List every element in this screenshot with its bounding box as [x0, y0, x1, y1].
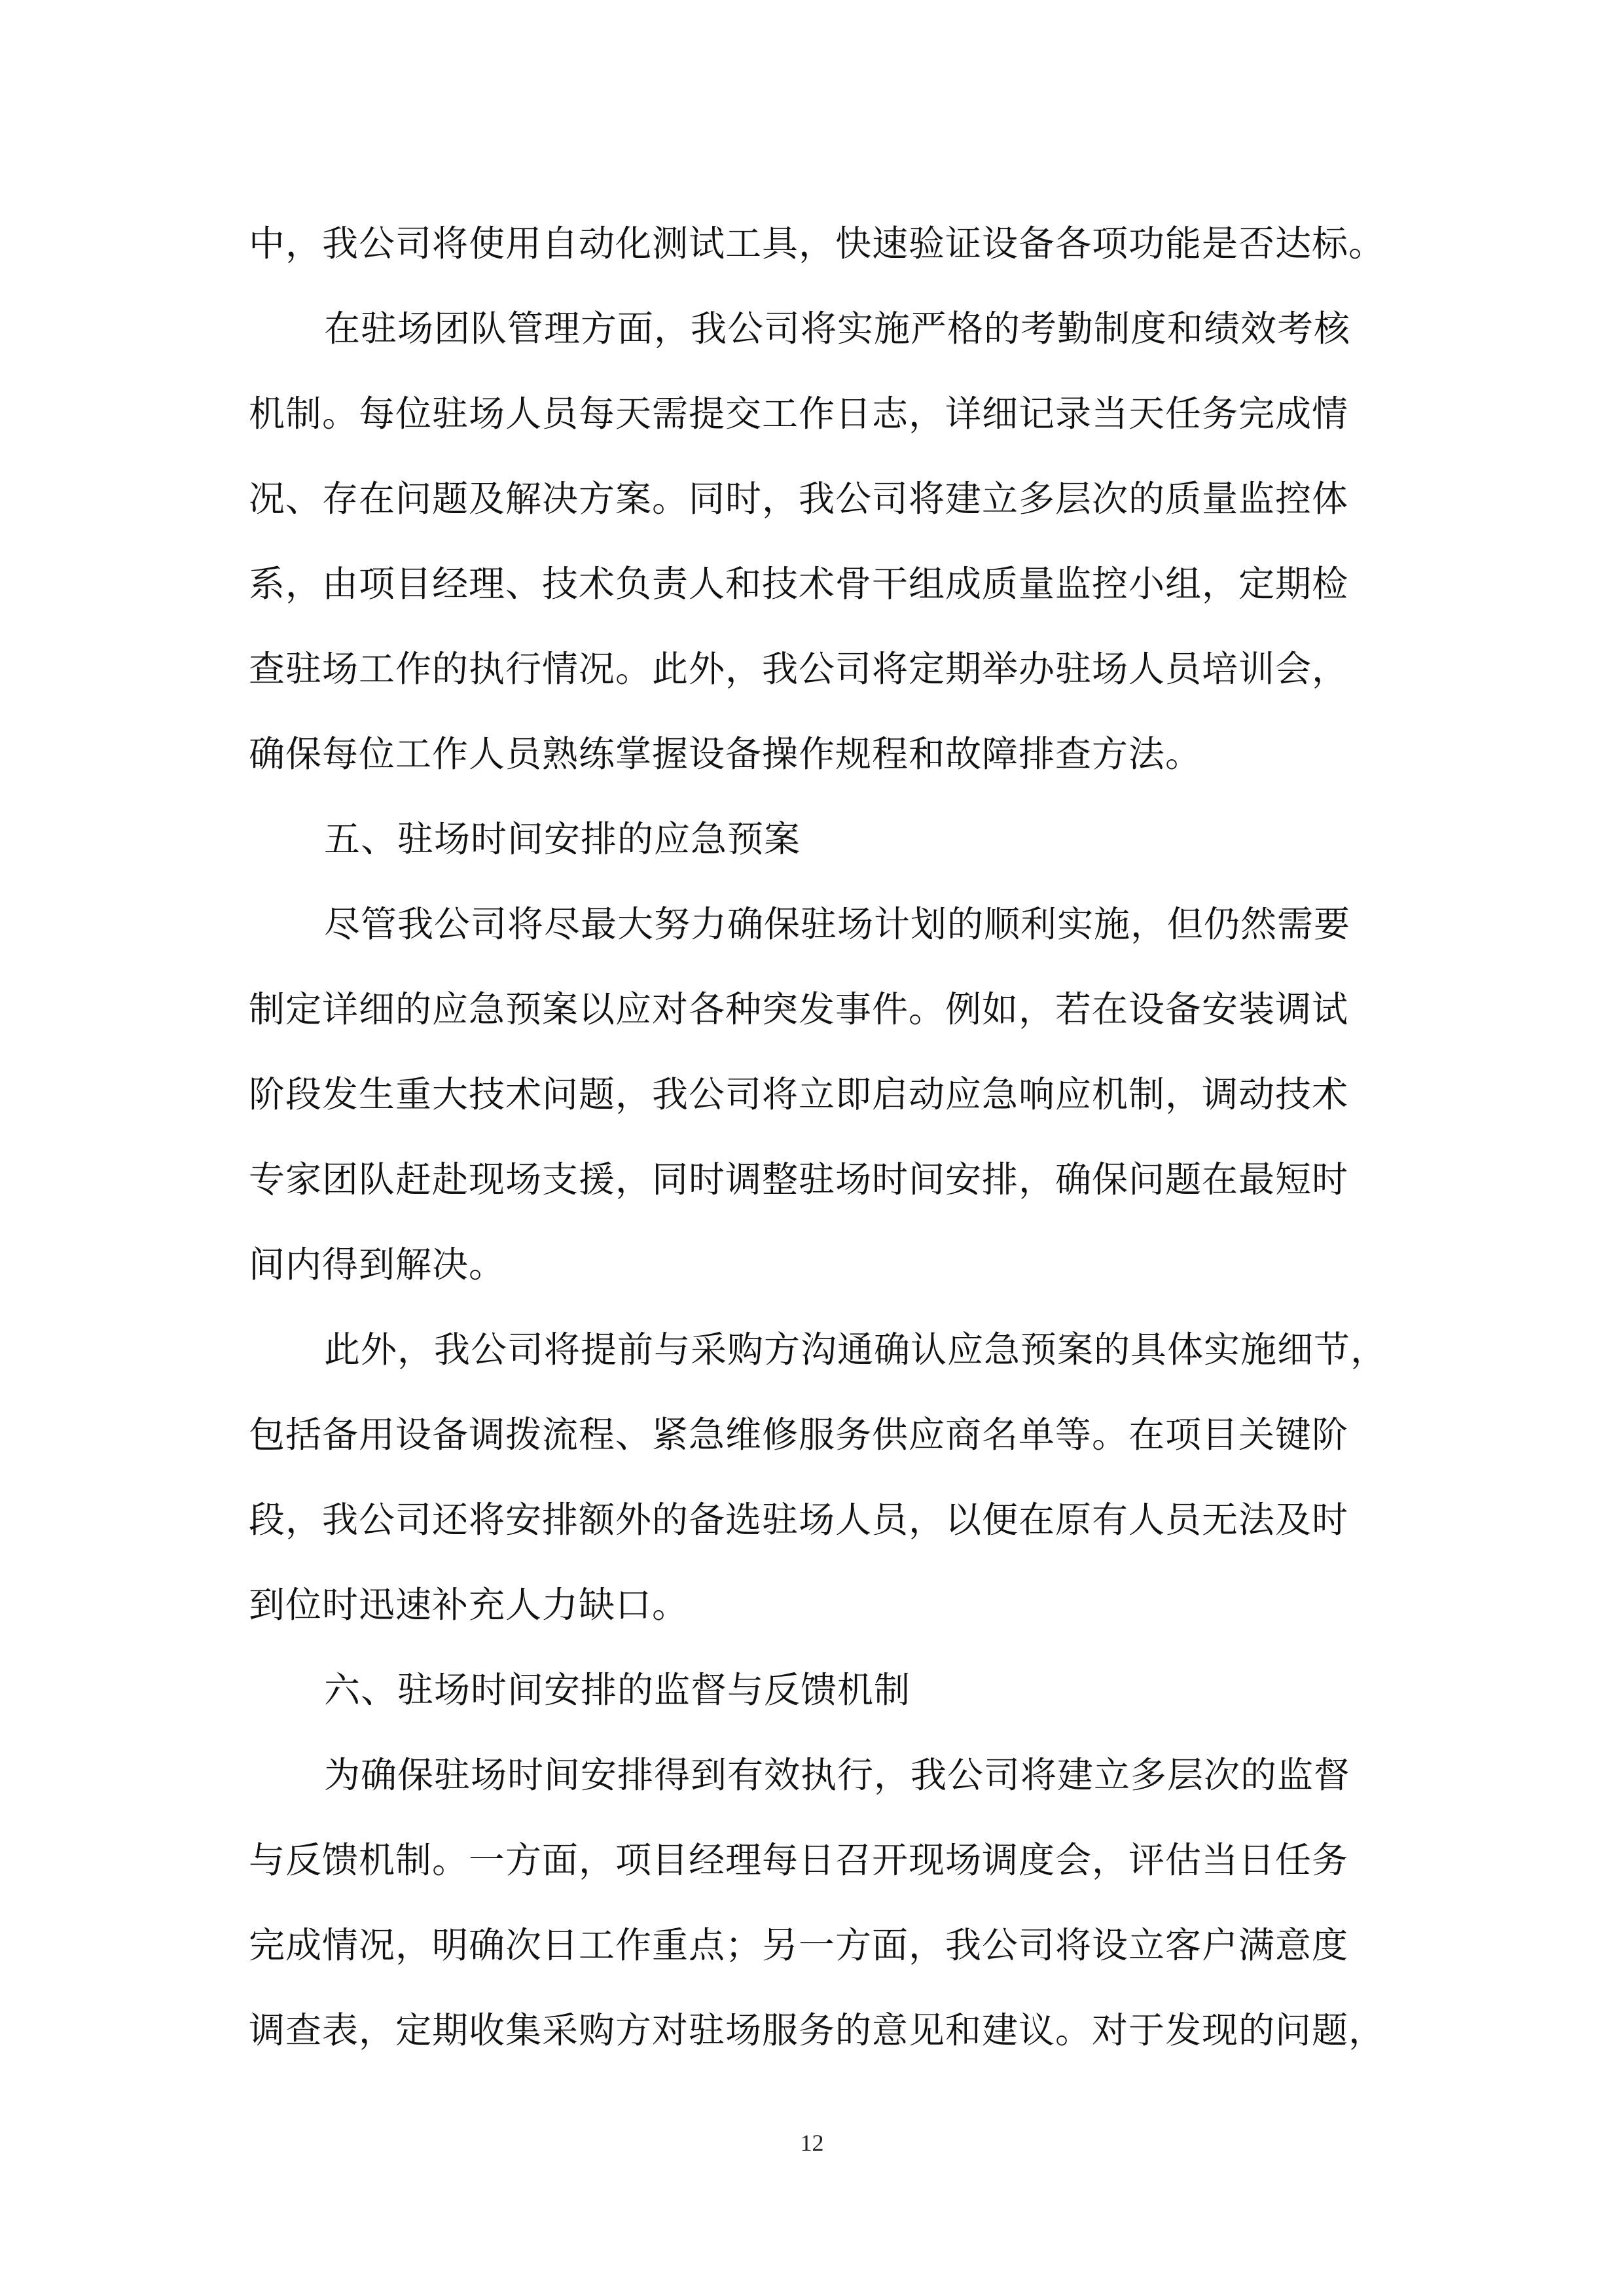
text-line: 中，我公司将使用自动化测试工具，快速验证设备各项功能是否达标。: [249, 223, 1386, 264]
text-line: 完成情况，明确次日工作重点；另一方面，我公司将设立客户满意度: [249, 1924, 1349, 1966]
text-line: 专家团队赶赴现场支援，同时调整驻场时间安排，确保问题在最短时: [249, 1158, 1349, 1200]
paragraph-first-line: 在驻场团队管理方面，我公司将实施严格的考勤制度和绩效考核: [324, 308, 1351, 350]
text-line: 机制。每位驻场人员每天需提交工作日志，详细记录当天任务完成情: [249, 393, 1349, 435]
text-line: 阶段发生重大技术问题，我公司将立即启动应急响应机制，调动技术: [249, 1073, 1349, 1115]
section-heading: 五、驻场时间安排的应急预案: [324, 818, 801, 860]
text-line: 系，由项目经理、技术负责人和技术骨干组成质量监控小组，定期检: [249, 563, 1349, 605]
paragraph-first-line: 尽管我公司将尽最大努力确保驻场计划的顺利实施，但仍然需要: [324, 903, 1351, 945]
page-number: 12: [800, 2130, 824, 2156]
text-line: 查驻场工作的执行情况。此外，我公司将定期举办驻场人员培训会，: [249, 648, 1349, 690]
section-heading: 六、驻场时间安排的监督与反馈机制: [324, 1669, 911, 1711]
text-line: 到位时迅速补充人力缺口。: [249, 1584, 689, 1626]
paragraph-first-line: 为确保驻场时间安排得到有效执行，我公司将建立多层次的监督: [324, 1754, 1351, 1796]
text-line: 与反馈机制。一方面，项目经理每日召开现场调度会，评估当日任务: [249, 1839, 1349, 1881]
text-line: 包括备用设备调拨流程、紧急维修服务供应商名单等。在项目关键阶: [249, 1414, 1349, 1456]
text-line: 确保每位工作人员熟练掌握设备操作规程和故障排查方法。: [249, 733, 1202, 775]
paragraph-first-line: 此外，我公司将提前与采购方沟通确认应急预案的具体实施细节，: [324, 1329, 1388, 1371]
text-line: 调查表，定期收集采购方对驻场服务的意见和建议。对于发现的问题，: [249, 2009, 1386, 2051]
text-line: 制定详细的应急预案以应对各种突发事件。例如，若在设备安装调试: [249, 988, 1349, 1030]
text-line: 段，我公司还将安排额外的备选驻场人员，以便在原有人员无法及时: [249, 1499, 1349, 1541]
text-line: 况、存在问题及解决方案。同时，我公司将建立多层次的质量监控体: [249, 478, 1349, 520]
text-line: 间内得到解决。: [249, 1244, 506, 1285]
